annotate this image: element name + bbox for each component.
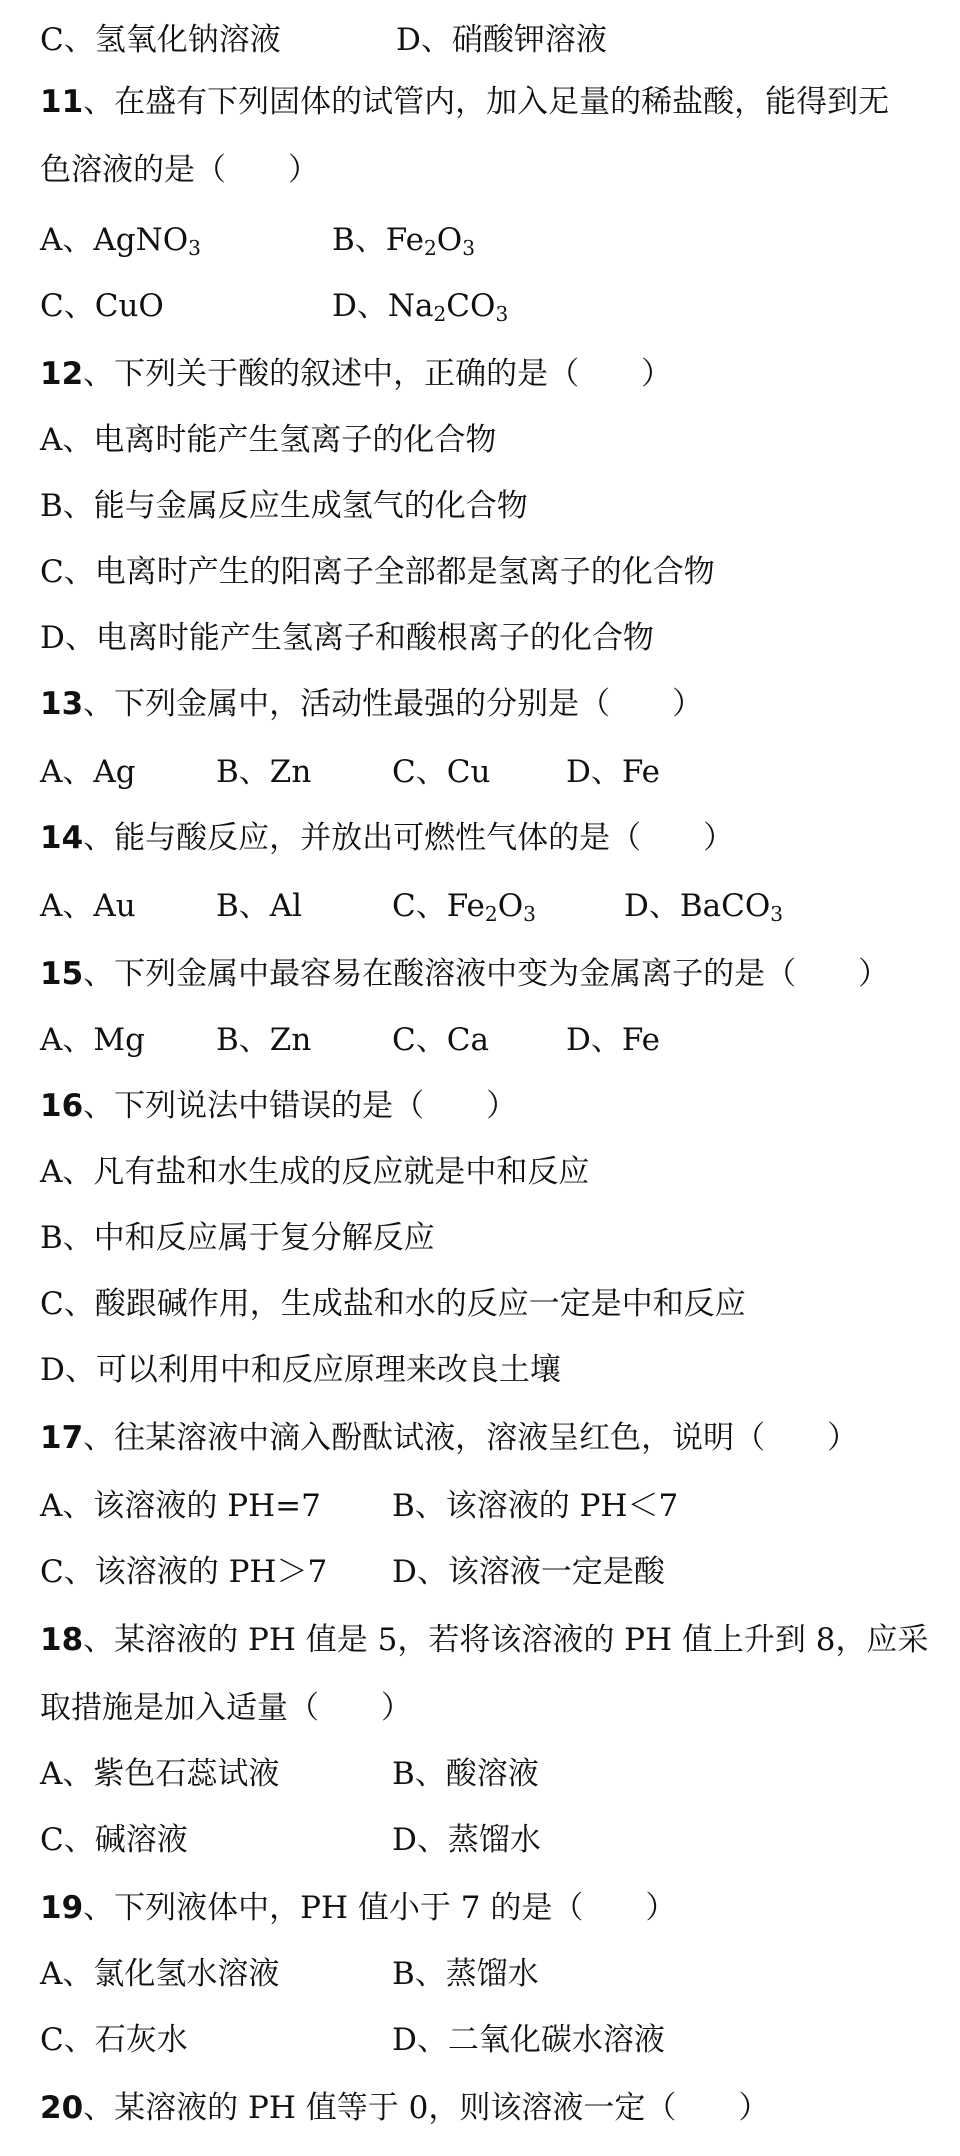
option: B、$Fe_2O_3$ <box>332 222 476 261</box>
question-stem <box>40 1086 944 1126</box>
option: A、凡有盐和水生成的反应就是中和反应 <box>40 1154 590 1190</box>
option: A、紫色石蕊试液 <box>40 1756 280 1792</box>
option-row <box>40 20 944 60</box>
option: C、氢氧化钠溶液 <box>40 22 281 58</box>
question-stem <box>40 82 944 122</box>
option: D、硝酸钾溶液 <box>396 22 607 58</box>
question-number: 15 <box>40 956 84 992</box>
option: C、该溶液的 PH＞7 <box>40 1554 328 1590</box>
question-text: 、某溶液的 PH 值等于 0，则该溶液一定（ ） <box>83 2090 770 2126</box>
option-row <box>40 1486 944 1526</box>
option: C、Ca <box>392 1022 489 1058</box>
option: B、Al <box>216 888 303 924</box>
question-stem <box>40 354 944 394</box>
question-stem <box>40 1888 944 1928</box>
question-text: 、下列关于酸的叙述中，正确的是（ ） <box>83 356 673 392</box>
question-number: 17 <box>40 1420 84 1456</box>
option: D、电离时能产生氢离子和酸根离子的化合物 <box>40 620 654 656</box>
option-row <box>40 1552 944 1592</box>
option: C、$Fe_2O_3$ <box>392 888 536 927</box>
option: D、Fe <box>566 1022 661 1058</box>
option: D、$Na_2CO_3$ <box>332 288 509 327</box>
option: B、能与金属反应生成氢气的化合物 <box>40 488 528 524</box>
question-number: 12 <box>40 356 84 392</box>
question-stem <box>40 684 944 724</box>
question-stem-continued: 色溶液的是（ ） <box>40 152 319 188</box>
option: C、电离时产生的阳离子全部都是氢离子的化合物 <box>40 554 715 590</box>
option-row <box>40 1820 944 1860</box>
question-number: 16 <box>40 1088 84 1124</box>
option: D、可以利用中和反应原理来改良土壤 <box>40 1352 561 1388</box>
option: D、二氧化碳水溶液 <box>392 2022 665 2058</box>
option: B、中和反应属于复分解反应 <box>40 1220 435 1256</box>
option: C、石灰水 <box>40 2022 188 2058</box>
question-text: 、下列金属中，活动性最强的分别是（ ） <box>83 686 704 722</box>
question-number: 11 <box>40 84 84 120</box>
option: B、该溶液的 PH＜7 <box>392 1488 679 1524</box>
option-row <box>40 752 944 792</box>
option: C、CuO <box>40 288 164 324</box>
question-stem <box>40 1418 944 1458</box>
question-stem <box>40 818 944 858</box>
question-number: 20 <box>40 2090 84 2126</box>
option-row <box>40 220 944 260</box>
option: A、Ag <box>40 754 136 790</box>
option-row <box>40 886 944 926</box>
option: D、该溶液一定是酸 <box>392 1554 665 1590</box>
option: D、Fe <box>566 754 661 790</box>
option-row <box>40 2020 944 2060</box>
option: A、Au <box>40 888 136 924</box>
question-number: 18 <box>40 1622 84 1658</box>
question-number: 19 <box>40 1890 84 1926</box>
question-text: 、下列金属中最容易在酸溶液中变为金属离子的是（ ） <box>83 956 890 992</box>
question-number: 14 <box>40 820 84 856</box>
option: D、蒸馏水 <box>392 1822 541 1858</box>
question-stem-continued: 取措施是加入适量（ ） <box>40 1690 412 1726</box>
question-text: 、在盛有下列固体的试管内，加入足量的稀盐酸，能得到无 <box>83 84 890 120</box>
option-row <box>40 1954 944 1994</box>
option: D、BaCO$_3$ <box>624 888 784 927</box>
option: A、电离时能产生氢离子的化合物 <box>40 422 497 458</box>
question-number: 13 <box>40 686 84 722</box>
option: A、Mg <box>40 1022 145 1058</box>
question-text: 、往某溶液中滴入酚酞试液，溶液呈红色，说明（ ） <box>83 1420 859 1456</box>
option: B、蒸馏水 <box>392 1956 539 1992</box>
question-text: 、下列液体中，PH 值小于 7 的是（ ） <box>83 1890 677 1926</box>
question-text: 、能与酸反应，并放出可燃性气体的是（ ） <box>83 820 735 856</box>
question-stem <box>40 1620 944 1660</box>
option: C、Cu <box>392 754 491 790</box>
option: C、碱溶液 <box>40 1822 188 1858</box>
question-stem <box>40 954 944 994</box>
question-text: 、某溶液的 PH 值是 5，若将该溶液的 PH 值上升到 8，应采 <box>83 1622 929 1658</box>
option: A、氯化氢水溶液 <box>40 1956 280 1992</box>
option-row <box>40 1020 944 1060</box>
option-row <box>40 1754 944 1794</box>
option: A、该溶液的 PH=7 <box>40 1488 321 1524</box>
option: A、AgNO$_3$ <box>40 222 201 261</box>
question-text: 、下列说法中错误的是（ ） <box>83 1088 518 1124</box>
question-stem <box>40 2088 944 2128</box>
option: C、酸跟碱作用，生成盐和水的反应一定是中和反应 <box>40 1286 746 1322</box>
option-row <box>40 286 944 326</box>
option: B、Zn <box>216 1022 312 1058</box>
option: B、Zn <box>216 754 312 790</box>
option: B、酸溶液 <box>392 1756 539 1792</box>
